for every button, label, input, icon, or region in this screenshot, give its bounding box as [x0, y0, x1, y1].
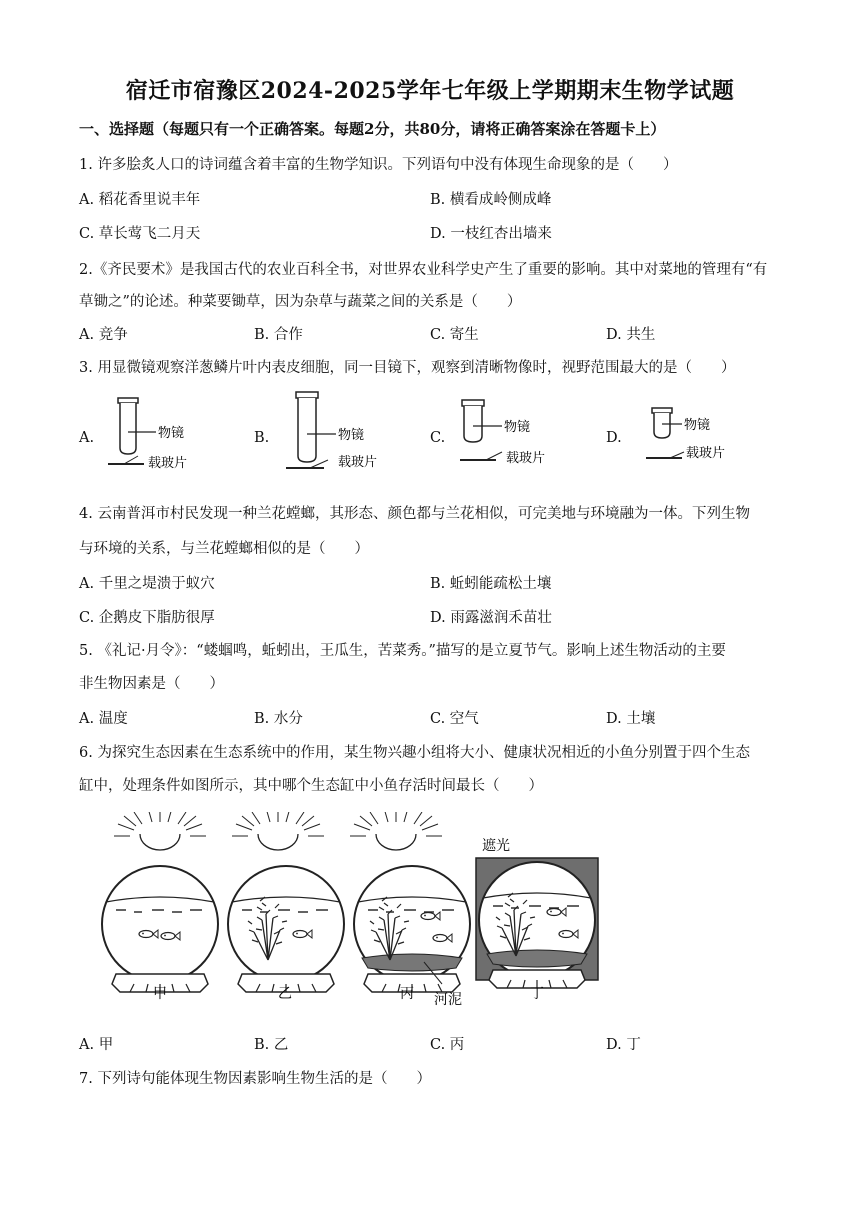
q3c-objective-label: 物镜	[504, 420, 531, 435]
q1-option-a: A. 稻花香里说丰年	[79, 192, 201, 208]
q1-option-b: B. 横看成岭侧成峰	[430, 192, 552, 208]
tank-bing-label: 丙	[400, 986, 414, 1002]
q3-figure-a	[104, 396, 234, 476]
q3-option-c: C.	[430, 430, 446, 446]
q6-option-a: A. 甲	[79, 1037, 114, 1053]
q3-figure-b	[280, 390, 410, 476]
q1-option-c: C. 草长莺飞二月天	[79, 226, 201, 242]
q3-option-d: D.	[606, 430, 622, 446]
tank-jia-label: 甲	[153, 986, 167, 1002]
q2-option-d: D. 共生	[606, 327, 656, 343]
q3b-objective-label: 物镜	[338, 428, 365, 443]
q6-ecosystem-figure	[90, 812, 610, 1012]
q3-figure-c	[456, 398, 586, 476]
question-3-stem: 3. 用显微镜观察洋葱鳞片叶内表皮细胞，同一目镜下，观察到清晰物像时，视野范围最大的是（ ）	[79, 360, 736, 376]
river-mud-label: 河泥	[434, 992, 462, 1008]
q6-option-c: C. 丙	[430, 1037, 465, 1053]
q3c-slide-label: 载玻片	[506, 451, 546, 466]
q2-option-b: B. 合作	[254, 327, 303, 343]
shade-label: 遮光	[482, 838, 510, 854]
q3-option-b: B.	[254, 430, 270, 446]
q2-option-a: A. 竞争	[79, 327, 128, 343]
q4-option-c: C. 企鹅皮下脂肪很厚	[79, 610, 215, 626]
question-7-stem: 7. 下列诗句能体现生物因素影响生物生活的是（ ）	[79, 1071, 431, 1087]
q3a-slide-label: 载玻片	[148, 456, 188, 471]
question-5-stem-line2: 非生物因素是（ ）	[79, 676, 224, 692]
q3d-objective-label: 物镜	[684, 418, 711, 433]
q3-figure-d	[642, 404, 762, 470]
question-2-stem-line1: 2.《齐民要术》是我国古代的农业百科全书，对世界农业科学史产生了重要的影响。其中对菜地的管理有“有	[79, 262, 768, 278]
q3d-slide-label: 载玻片	[686, 446, 726, 461]
q5-option-a: A. 温度	[79, 711, 128, 727]
question-4-stem-line1: 4. 云南普洱市村民发现一种兰花螳螂，其形态、颜色都与兰花相似，可完美地与环境融为一体。下列生物	[79, 506, 750, 522]
q2-option-c: C. 寄生	[430, 327, 479, 343]
q4-option-d: D. 雨露滋润禾苗壮	[430, 610, 552, 626]
q5-option-d: D. 土壤	[606, 711, 656, 727]
q6-option-d: D. 丁	[606, 1037, 641, 1053]
q6-option-b: B. 乙	[254, 1037, 289, 1053]
q5-option-c: C. 空气	[430, 711, 479, 727]
q5-option-b: B. 水分	[254, 711, 303, 727]
question-6-stem-line2: 缸中，处理条件如图所示，其中哪个生态缸中小鱼存活时间最长（ ）	[79, 778, 543, 794]
q4-option-b: B. 蚯蚓能疏松土壤	[430, 576, 552, 592]
q3a-objective-label: 物镜	[158, 426, 185, 441]
tank-ding-label: 丁	[530, 986, 544, 1002]
question-5-stem-line1: 5. 《礼记·月令》：“蝼蝈鸣，蚯蚓出，王瓜生，苦菜秀。”描写的是立夏节气。影响上述生物活动的主要	[79, 643, 726, 659]
question-4-stem-line2: 与环境的关系，与兰花螳螂相似的是（ ）	[79, 541, 369, 557]
tank-yi-label: 乙	[278, 986, 292, 1002]
q4-option-a: A. 千里之堤溃于蚁穴	[79, 576, 215, 592]
question-2-stem-line2: 草锄之”的论述。种菜要锄草，因为杂草与蔬菜之间的关系是（ ）	[79, 294, 522, 310]
question-6-stem-line1: 6. 为探究生态因素在生态系统中的作用，某生物兴趣小组将大小、健康状况相近的小鱼分别置于四个生态	[79, 745, 750, 761]
page-title: 宿迁市宿豫区2024-2025学年七年级上学期期末生物学试题	[125, 78, 735, 104]
question-1-stem: 1. 许多脍炙人口的诗词蕴含着丰富的生物学知识。下列语句中没有体现生命现象的是（ ）	[79, 157, 678, 173]
q3b-slide-label: 载玻片	[338, 455, 378, 470]
q3-option-a: A.	[79, 430, 95, 446]
section-heading: 一、选择题（每题只有一个正确答案。每题2分，共80分，请将正确答案涂在答题卡上）	[79, 120, 666, 138]
q1-option-d: D. 一枝红杏出墙来	[430, 226, 552, 242]
